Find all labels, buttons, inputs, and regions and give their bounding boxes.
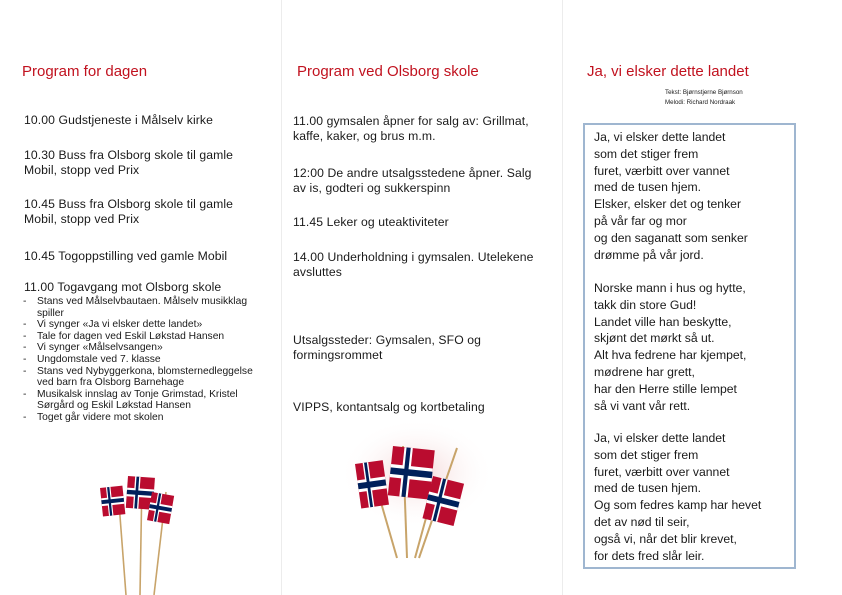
program-item: 12:00 De andre utsalgsstedene åpner. Salg av is, godteri og sukkerspinn <box>293 166 532 195</box>
panel-title: Program for dagen <box>22 63 148 80</box>
song-verse: Ja, vi elsker dette landet som det stiger frem furet, værbitt over vannet med de tusen hjem. Elsker, elsker det og tenker på vår far og mor og den saganatt som senker drømme på vår jord. <box>594 130 748 262</box>
program-for-dagen-panel <box>0 0 281 595</box>
program-item: 10.30 Buss fra Olsborg skole til gamle Mobil, stopp ved Prix <box>24 148 234 177</box>
program-item: 14.00 Underholdning i gymsalen. Utelekene avsluttes <box>293 250 534 279</box>
list-item: - Ungdomstale ved 7. klasse <box>23 354 263 366</box>
song-title: Ja, vi elsker dette landet <box>587 63 749 80</box>
list-item: - Toget går videre mot skolen <box>23 412 263 424</box>
norwegian-flags-icon <box>96 470 192 595</box>
song-verse: Norske mann i hus og hytte, takk din store Gud! Landet ville han beskytte, skjønt det mørkt så ut. Alt hva fedrene har kjempet, mødrene har grett, har den Herre stille lempet så vi vant vår rett. <box>594 281 747 413</box>
song-credits <box>665 88 842 108</box>
panel-title: Program ved Olsborg skole <box>297 63 479 80</box>
program-item: 10.45 Buss fra Olsborg skole til gamle Mobil, stopp ved Prix <box>24 197 234 226</box>
list-item: - Tale for dagen ved Eskil Løkstad Hansen <box>23 331 263 343</box>
list-item: - Stans ved Nybyggerkona, blomsternedleggelse ved barn fra Olsborg Barnehage <box>23 366 263 389</box>
song-verse: Ja, vi elsker dette landet som det stiger frem furet, værbitt over vannet med de tusen hjem. Og som fedres kamp har hevet det av nød til seir, også vi, når det blir krevet, for dets fred slår leir. <box>594 431 762 563</box>
program-item: 11.00 Togavgang mot Olsborg skole <box>24 280 222 294</box>
list-item: - Musikalsk innslag av Tonje Grimstad, Kristel Sørgård og Eskil Løkstad Hansen <box>23 389 263 412</box>
list-item: - Vi synger «Målselvsangen» <box>23 342 263 354</box>
procession-stops-list <box>23 296 263 424</box>
program-item: 10.00 Gudstjeneste i Målselv kirke <box>24 113 214 127</box>
norwegian-flags-icon <box>337 418 497 570</box>
melody-credit: Melodi: Richard Nordraak <box>665 99 736 106</box>
program-item: 11.00 gymsalen åpner for salg av: Grillmat, kaffe, kaker, og brus m.m. <box>293 114 529 143</box>
list-item: - Stans ved Målselvbautaen. Målselv musikklag spiller <box>23 296 263 319</box>
program-item: 10.45 Togoppstilling ved gamle Mobil <box>24 249 228 263</box>
song-lyrics-box <box>583 123 796 569</box>
lyrics-credit: Tekst: Bjørnstjerne Bjørnson <box>665 89 743 96</box>
program-ved-olsborg-panel <box>281 0 562 595</box>
program-item: Utsalgssteder: Gymsalen, SFO og formingsrommet <box>293 333 482 362</box>
list-item: - Vi synger «Ja vi elsker dette landet» <box>23 319 263 331</box>
program-item: VIPPS, kontantsalg og kortbetaling <box>293 400 485 414</box>
program-item: 11.45 Leker og uteaktiviteter <box>293 215 449 229</box>
